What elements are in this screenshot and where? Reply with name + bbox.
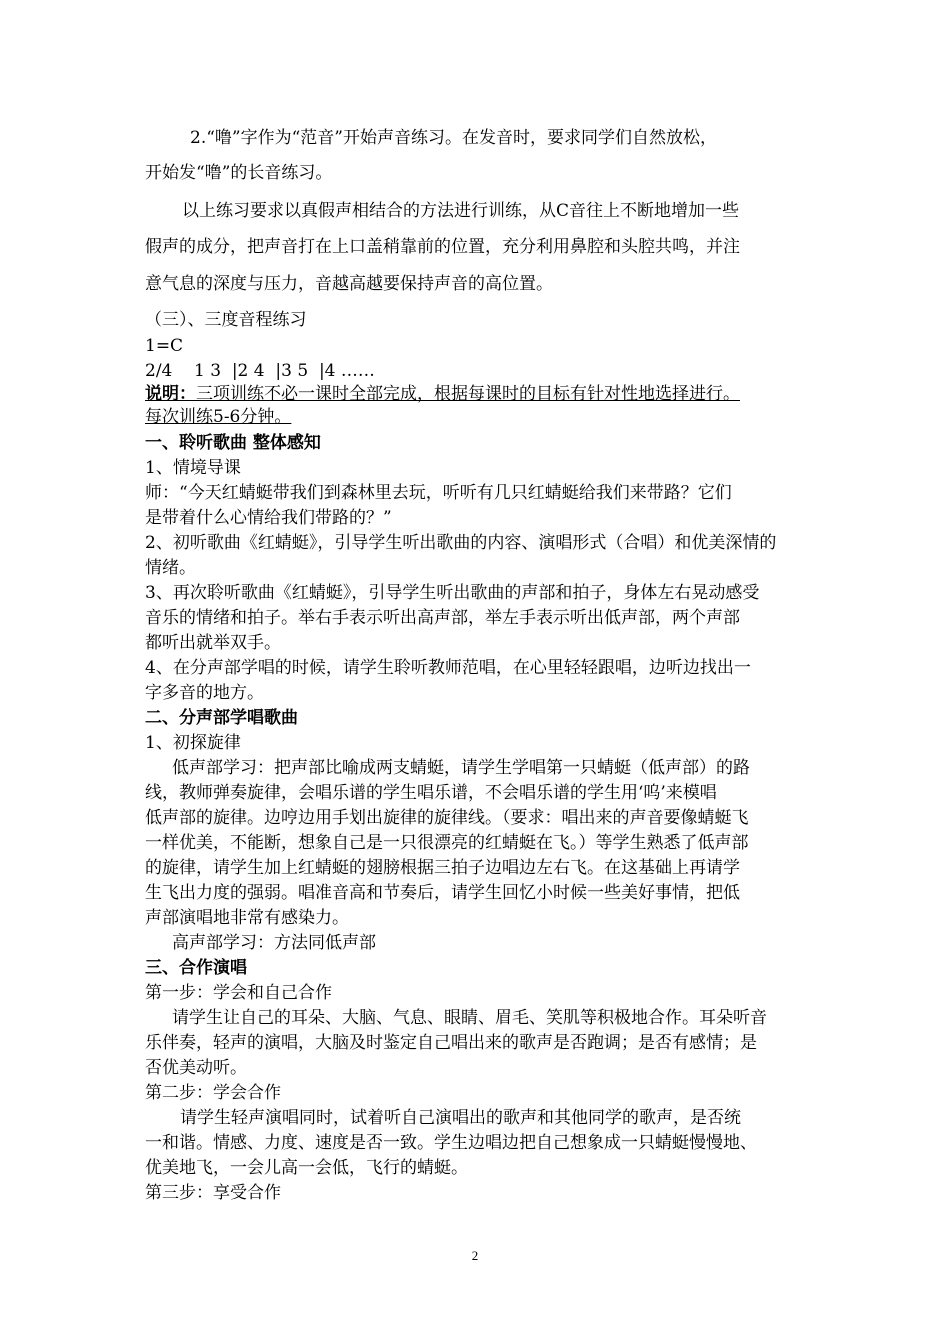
paragraph-line: 否优美动听。 [145, 1058, 247, 1078]
paragraph-line: 开始发“噜”的长音练习。 [145, 163, 333, 183]
paragraph-line: 低声部学习：把声部比喻成两支蜻蜓，请学生学唱第一只蜻蜓（低声部）的路 [172, 758, 750, 778]
paragraph-line: 字多音的地方。 [145, 683, 264, 703]
section-heading: 三、合作演唱 [145, 958, 247, 978]
paragraph-line: 以上练习要求以真假声相结合的方法进行训练，从C音往上不断地增加一些 [182, 201, 740, 221]
note-text: 三项训练不必一课时全部完成，根据每课时的目标有针对性地选择进行。 [196, 384, 740, 404]
paragraph-line: 低声部的旋律。边哼边用手划出旋律的旋律线。（要求：唱出来的声音要像蜻蜓飞 [145, 808, 749, 828]
paragraph-line: 师：“今天红蜻蜓带我们到森林里去玩，听听有几只红蜻蜓给我们来带路？它们 [145, 483, 732, 503]
paragraph-line: 一和谐。情感、力度、速度是否一致。学生边唱边把自己想象成一只蜻蜓慢慢地、 [145, 1133, 757, 1153]
interval-heading: （三）、三度音程练习 [145, 310, 307, 330]
paragraph-line: 都听出就举双手。 [145, 633, 281, 653]
paragraph-line: 的旋律，请学生加上红蜻蜓的翅膀根据三拍子边唱边左右飞。在这基础上再请学 [145, 858, 740, 878]
key-signature: 1=C [145, 336, 184, 356]
paragraph-line: 音乐的情绪和拍子。举右手表示听出高声部，举左手表示听出低声部，两个声部 [145, 608, 740, 628]
paragraph-line: 线，教师弹奏旋律，会唱乐谱的学生唱乐谱，不会唱乐谱的学生用‘呜’来模唱 [145, 783, 717, 803]
paragraph-line: 1、情境导课 [145, 458, 241, 478]
paragraph-line: 意气息的深度与压力，音越高越要保持声音的高位置。 [145, 274, 553, 294]
paragraph-line: 4、在分声部学唱的时候，请学生聆听教师范唱，在心里轻轻跟唱，边听边找出一 [145, 658, 751, 678]
paragraph-line: 第二步：学会合作 [145, 1083, 281, 1103]
paragraph-line: 2、初听歌曲《红蜻蜓》，引导学生听出歌曲的内容、演唱形式（合唱）和优美深情的 [145, 533, 777, 553]
section-heading: 二、分声部学唱歌曲 [145, 708, 298, 728]
paragraph-line: 高声部学习：方法同低声部 [172, 933, 376, 953]
paragraph-line: 1、初探旋律 [145, 733, 241, 753]
paragraph-line: 请学生轻声演唱同时，试着听自己演唱出的歌声和其他同学的歌声，是否统 [180, 1108, 741, 1128]
paragraph-line: 情绪。 [145, 558, 196, 578]
page-number: 2 [471, 1248, 479, 1263]
paragraph-line: 一样优美，不能断，想象自己是一只很漂亮的红蜻蜓在飞。）等学生熟悉了低声部 [145, 833, 749, 853]
note-label: 说明： [145, 384, 196, 404]
paragraph-line: 生飞出力度的强弱。唱准音高和节奏后，请学生回忆小时候一些美好事情，把低 [145, 883, 740, 903]
section-heading: 一、聆听歌曲 整体感知 [145, 433, 321, 453]
paragraph-line: 第一步：学会和自己合作 [145, 983, 332, 1003]
paragraph-line: 声部演唱地非常有感染力。 [145, 908, 349, 928]
paragraph-line: 假声的成分，把声音打在上口盖稍靠前的位置，充分利用鼻腔和头腔共鸣，并注 [145, 237, 740, 257]
notation-line: 2/4 1 3 |2 4 |3 5 |4 …… [145, 361, 375, 381]
paragraph-line: 请学生让自己的耳朵、大脑、气息、眼睛、眉毛、笑肌等积极地合作。耳朵听音 [172, 1008, 767, 1028]
note-line: 每次训练5-6分钟。 [145, 407, 292, 427]
paragraph-line: 优美地飞，一会儿高一会低，飞行的蜻蜓。 [145, 1158, 468, 1178]
paragraph-line: 是带着什么心情给我们带路的？” [145, 508, 392, 528]
paragraph-line: 乐伴奏，轻声的演唱，大脑及时鉴定自己唱出来的歌声是否跑调；是否有感情；是 [145, 1033, 757, 1053]
paragraph-line: 3、再次聆听歌曲《红蜻蜓》，引导学生听出歌曲的声部和拍子，身体左右晃动感受 [145, 583, 760, 603]
paragraph-line: 2.“噜”字作为“范音”开始声音练习。在发音时，要求同学们自然放松， [190, 128, 717, 148]
paragraph-line: 第三步：享受合作 [145, 1183, 281, 1203]
